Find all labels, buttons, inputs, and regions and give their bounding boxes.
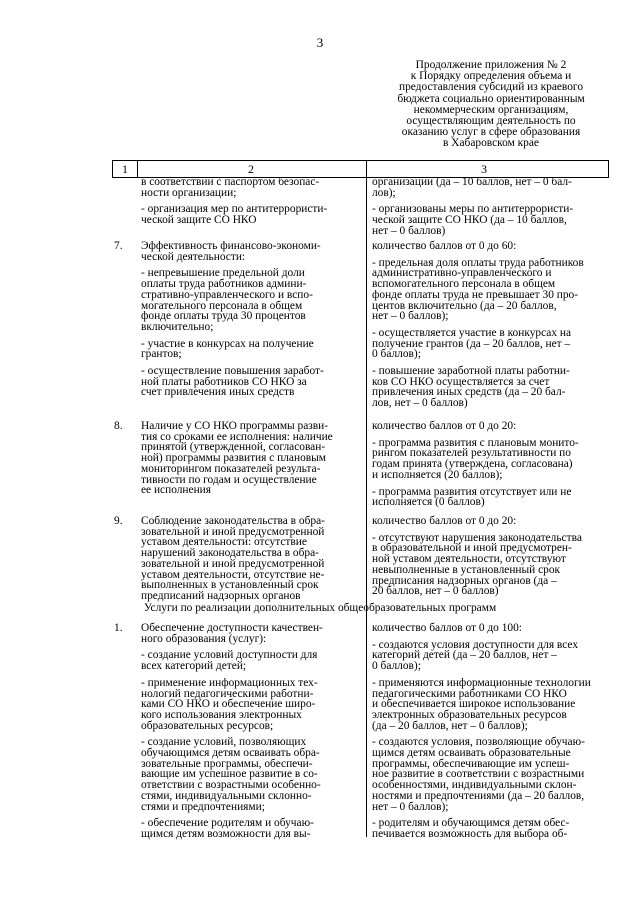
cell-line: - программа развития с плановым монито- [372,436,579,449]
cell-line: стями и предпочтениями; [141,800,265,813]
cell-line: категорий детей (да – 20 баллов, нет – [372,649,557,662]
cell-line: - организованы меры по антитеррористи- [372,203,574,216]
cell-line: рингом показателей результативности по [372,447,571,460]
appendix-line: Продолжение приложения № 2 [415,59,567,71]
column-divider [366,177,367,837]
cell-line: количество баллов от 0 до 60: [372,240,517,252]
cell-line: привлечения иных средств (да – 20 бал- [372,386,566,399]
cell-line: ностями и предпочтениями (да – 20 баллов, [372,789,585,802]
cell-line: грантов; [141,348,182,361]
cell-line: ности организации; [141,186,237,199]
cell-line: и исполняется (20 баллов); [372,468,503,481]
page-number: 3 [316,35,324,50]
cell-line: мониторингом показателей результа- [141,462,321,475]
cell-line: и обеспечивается широкое использование [372,698,576,711]
cell-line: ческой деятельности: [141,250,246,263]
cell-line: вающие им успешное развитие в со- [141,768,318,781]
cell-line: обучающимся детям осваивать обра- [141,747,320,760]
cell-line: - отсутствуют нарушения законодательства [372,531,582,544]
cell-line: - создание условий доступности для [141,649,318,662]
cell-line: количество баллов от 0 до 20: [372,420,517,432]
appendix-line: некоммерческим организациям, [413,103,569,116]
cell-line: организации (да – 10 баллов, нет – 0 бал- [372,177,572,188]
cell-line: щимся детям возможности для вы- [141,827,311,840]
cell-line: уставом деятельности, отсутствие не- [141,568,325,581]
cell-line: уставом деятельности: отсутствие [141,536,307,549]
appendix-line: бюджета социально ориентированным [397,92,585,105]
cell-line: - обеспечение родителям и обучаю- [141,817,314,830]
cell-line: ее исполнения [141,484,212,497]
cell-line: педагогическими работниками СО НКО [372,687,567,700]
cell-line: ческой защите СО НКО (да – 10 баллов, [372,214,567,227]
cell-line: в соответствии с паспортом безопас- [141,177,320,188]
cell-line: ной платы работников СО НКО за [141,375,307,388]
cell-line: Наличие у СО НКО программы разви- [141,420,329,432]
score-cell [372,516,609,597]
cell-line: оплаты труда работников админи- [141,278,307,291]
cell-line: печивается возможность для выбора об- [372,827,568,840]
cell-line: - создание условий, позволяющих [141,736,307,749]
cell-line: ное развитие в соответствии с возрастными [372,768,585,781]
cell-line: - создаются условия доступности для всех [372,638,579,651]
cell-line: административно-управленческого и [372,267,552,280]
cell-line: фонде оплаты труда 30 процентов [141,310,306,323]
row-number: 8. [114,420,123,432]
criterion-cell [141,177,361,226]
score-cell [372,241,609,409]
cell-line: - применяются информационные технологии [372,676,591,689]
cell-line: зовательной и иной предусмотренной [141,557,325,570]
cell-line: исполняется (0 баллов) [372,496,485,509]
criterion-cell [141,241,361,398]
cell-line: лов, нет – 0 баллов) [372,397,468,410]
header-col-1: 1 [122,162,128,176]
appendix-line: в Хабаровском крае [443,137,539,150]
cell-line: (да – 20 баллов, нет – 0 баллов); [372,719,528,732]
table-header [112,160,609,178]
cell-line: - родителям и обучающимся детям обес- [372,817,570,830]
cell-line: - осуществляется участие в конкурсах на [372,326,572,339]
cell-line: нет – 0 баллов); [372,310,449,323]
cell-line: принятой (утвержденной, согласован- [141,441,326,454]
cell-line: Обеспечение доступности качествен- [141,622,323,634]
cell-line: стями, индивидуальными склонно- [141,789,312,802]
score-cell [372,177,609,237]
cell-line: невыполненные в установленный срок [372,563,561,576]
criterion-cell [141,623,361,840]
cell-line: Соблюдение законодательства в обра- [141,515,325,527]
cell-line: - программа развития отсутствует или не [372,485,572,498]
cell-line: нарушений законодательства в обра- [141,547,319,560]
cell-line: годам принята (утверждена, согласована) [372,458,573,471]
cell-line: - предельная доля оплаты труда работников [372,256,584,269]
score-cell [372,421,609,508]
cell-line: ков СО НКО осуществляется за счет [372,375,550,388]
cell-line: в образовательной и иной предусмотрен- [372,542,572,555]
cell-line: ческой защите СО НКО [141,214,257,227]
cell-line: вспомогательного персонала в общем [372,278,556,291]
header-col-2: 2 [248,162,254,176]
row-number: 1. [114,622,123,634]
cell-line: - участие в конкурсах на получение [141,337,314,350]
cell-line: выполненных в установленный срок [141,579,319,592]
table-body [0,177,640,905]
cell-line: - повышение заработной платы работни- [372,365,570,378]
cell-line: кого использования электронных [141,708,302,721]
cell-line: нологий педагогическими работни- [141,687,314,700]
cell-line: - осуществление повышения заработ- [141,365,324,378]
cell-line: количество баллов от 0 до 20: [372,515,517,527]
cell-line: ответствии с возрастными особенно- [141,779,321,792]
criterion-cell [141,516,361,602]
cell-line: количество баллов от 0 до 100: [372,622,522,634]
cell-line: Эффективность финансово-экономи- [141,240,321,252]
cell-line: тивности по годам и осуществление [141,473,317,486]
cell-line: нет – 0 баллов) [372,224,446,237]
cell-line: предписания надзорных органов (да – [372,574,557,587]
cell-line: получение грантов (да – 20 баллов, нет – [372,337,571,350]
cell-line: включительно; [141,320,214,333]
cell-line: стративно-управленческого и вспо- [141,288,313,301]
cell-line: предписаний надзорных органов [141,589,301,602]
cell-line: тия со сроками ее исполнения: наличие [141,430,333,443]
cell-line: электронных образовательных ресурсов [372,708,567,721]
cell-line: зовательной и иной предусмотренной [141,525,325,538]
appendix-line: предоставления субсидий из краевого [398,81,584,94]
cell-line: ной уставом деятельности, отсутствуют [372,553,566,566]
score-cell [372,623,609,840]
section-title: Услуги по реализации дополнительных общеобразовательных программ [143,602,497,614]
header-col-3: 3 [481,162,487,176]
cell-line: 0 баллов); [372,348,421,361]
cell-line: - создаются условия, позволяющие обучаю- [372,736,585,749]
cell-line: ной) программы развития с плановым [141,452,327,465]
cell-line: программы, обеспечивающие им успеш- [372,757,570,770]
cell-line: нет – 0 баллов); [372,800,449,813]
cell-line: зовательные программы, обеспечи- [141,757,313,770]
cell-line: щимся детям осваивать образовательные [372,747,571,760]
cell-line: фонде оплаты труда не превышает 30 про- [372,288,579,301]
appendix-line: осуществляющим деятельность по [406,115,576,128]
cell-line: 0 баллов); [372,660,421,673]
cell-line: всех категорий детей; [141,660,247,673]
cell-line: ного образования (услуг): [141,632,267,645]
appendix-line: оказанию услуг в сфере образования [401,126,581,139]
cell-line: - непревышение предельной доли [141,267,305,280]
cell-line: ками СО НКО и обеспечение широ- [141,698,316,711]
cell-line: могательного персонала в общем [141,299,303,312]
cell-line: лов); [372,186,396,199]
row-number: 7. [114,240,123,252]
cell-line: центов включительно (да – 20 баллов, [372,299,557,312]
cell-line: - применение информационных тех- [141,676,318,689]
cell-line: 20 баллов, нет – 0 баллов) [372,585,499,598]
cell-line: образовательных ресурсов; [141,719,274,732]
cell-line: особенностями, индивидуальными склон- [372,779,577,792]
appendix-note [372,60,610,150]
cell-line: счет привлечения иных средств [141,386,295,399]
cell-line: - организация мер по антитеррористи- [141,203,328,216]
criterion-cell [141,421,361,496]
row-number: 9. [114,515,123,527]
appendix-line: к Порядку определения объема и [410,70,572,83]
